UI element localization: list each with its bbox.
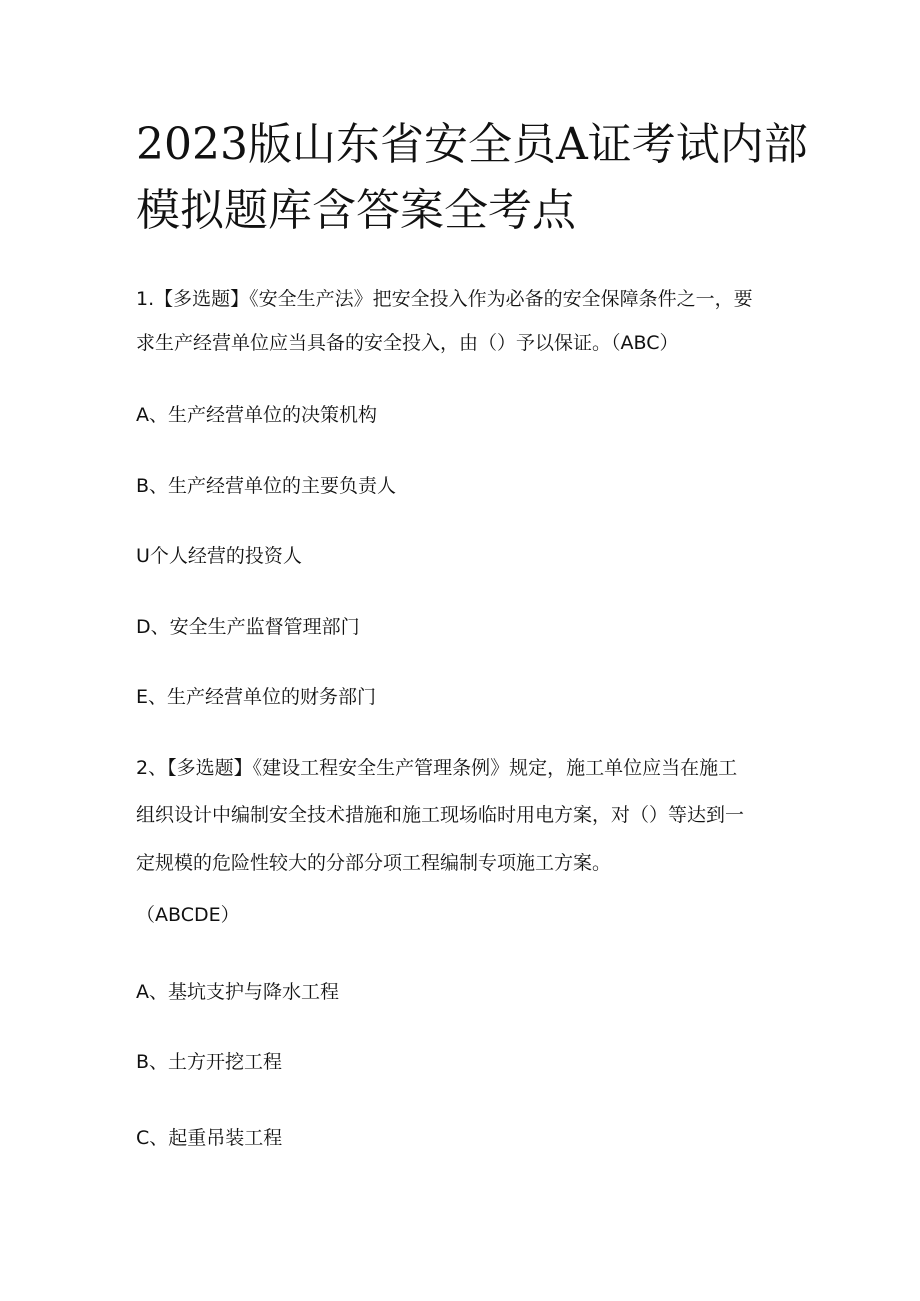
question-1-option-e: E、生产经营单位的财务部门: [136, 686, 377, 708]
question-2-line-1: 2、【多选题】《建设工程安全生产管理条例》规定，施工单位应当在施工: [136, 757, 738, 779]
question-2-option-c: C、起重吊装工程: [136, 1127, 283, 1149]
title-line-2: 模拟题库含答案全考点: [136, 185, 576, 236]
question-1-line-1: 1.【多选题】《安全生产法》把安全投入作为必备的安全保障条件之一，要: [136, 288, 753, 310]
question-1-option-c: U个人经营的投资人: [136, 545, 302, 567]
question-2-answer: （ABCDE）: [136, 904, 240, 926]
question-1-line-2: 求生产经营单位应当具备的安全投入，由（）予以保证。（ABC）: [136, 332, 679, 354]
title-line-1: 2023版山东省安全员A证考试内部: [136, 119, 808, 170]
document-title: [136, 112, 816, 244]
question-1-option-b: B、生产经营单位的主要负责人: [136, 475, 397, 497]
question-2-line-2: 组织设计中编制安全技术措施和施工现场临时用电方案，对（）等达到一: [136, 804, 745, 826]
question-2-option-b: B、土方开挖工程: [136, 1051, 283, 1073]
question-2-line-3: 定规模的危险性较大的分部分项工程编制专项施工方案。: [136, 852, 612, 874]
question-2-option-a: A、基坑支护与降水工程: [136, 981, 339, 1003]
question-1-option-d: D、安全生产监督管理部门: [136, 616, 360, 638]
question-1-option-a: A、生产经营单位的决策机构: [136, 404, 377, 426]
